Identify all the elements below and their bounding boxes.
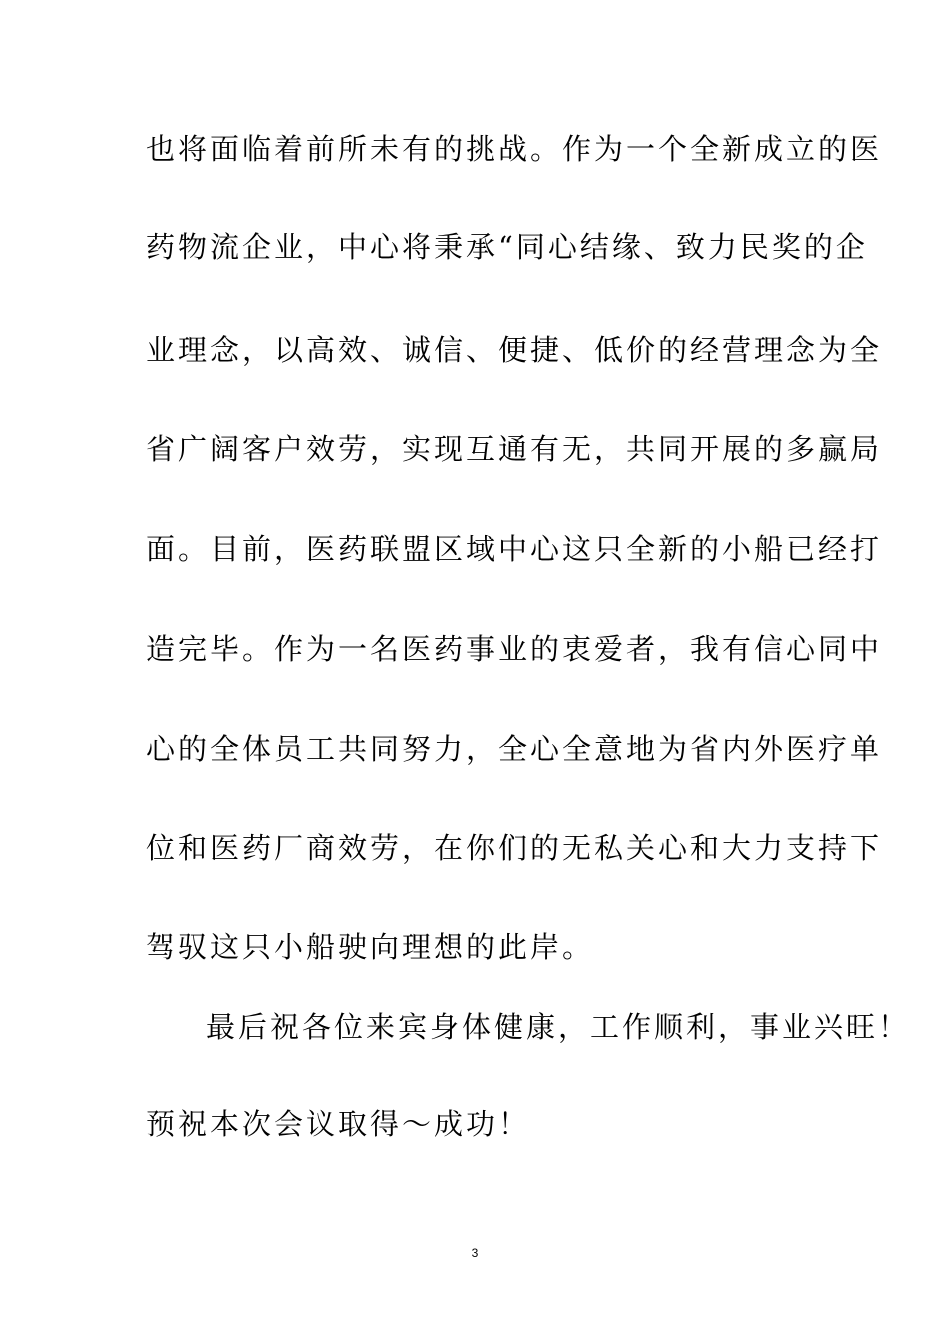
text-line-5: 面。目前，医药联盟区域中心这只全新的小船已经打 xyxy=(146,532,883,566)
text-line-6: 造完毕。作为一名医药事业的衷爱者，我有信心同中 xyxy=(146,632,883,666)
text-line-4: 省广阔客户效劳，实现互通有无，共同开展的多赢局 xyxy=(146,432,883,466)
text-line-1: 也将面临着前所未有的挑战。作为一个全新成立的医 xyxy=(146,132,883,166)
text-line-7: 心的全体员工共同努力，全心全意地为省内外医疗单 xyxy=(146,732,883,766)
text-line-8: 位和医药厂商效劳，在你们的无私关心和大力支持下 xyxy=(146,831,883,865)
text-line-2: 药物流企业，中心将秉承“同心结缘、致力民奖的企 xyxy=(146,230,868,264)
text-line-3: 业理念，以高效、诚信、便捷、低价的经营理念为全 xyxy=(146,333,883,367)
final-wish-line: 预祝本次会议取得～成功！ xyxy=(146,1107,531,1141)
page-number: 3 xyxy=(471,1246,479,1260)
closing-paragraph-line: 最后祝各位来宾身体健康，工作顺利，事业兴旺！ xyxy=(206,1010,911,1044)
text-line-9: 驾驭这只小船驶向理想的此岸。 xyxy=(146,930,595,964)
